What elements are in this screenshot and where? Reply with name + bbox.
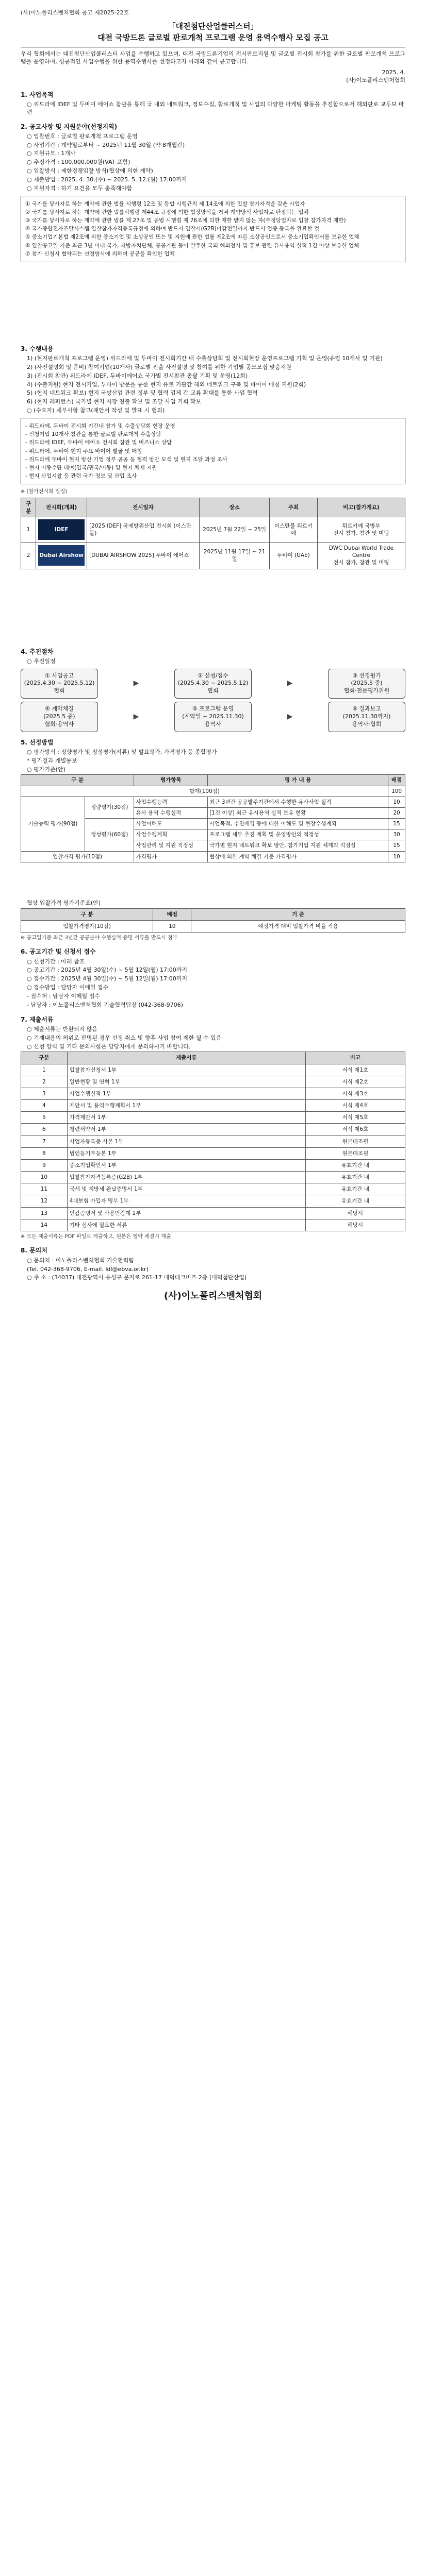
table-row xyxy=(21,1195,405,1207)
step-owner: 협회·전문평가위원 xyxy=(343,687,390,694)
exhibition-note xyxy=(317,543,405,569)
step-date: (2025.5 중) xyxy=(43,713,75,720)
sec5-item: * 평가결과 개별통보 xyxy=(27,757,77,764)
exhibition-table xyxy=(21,498,405,569)
dubai-airshow-logo-image: Dubai Airshow xyxy=(38,545,85,566)
col-header: 장소 xyxy=(199,498,269,517)
blank-space xyxy=(21,569,405,641)
doc-no: 1 xyxy=(21,1064,68,1076)
sec3-item: 2) (사전설명회 및 준비) 참여기업(10개사) 글로벌 진출 사전설명 및 참여를 위한 기업별 공모모집 맞춤지원 xyxy=(27,363,291,370)
section-3-title: 3. 수행내용 xyxy=(21,345,54,352)
sec3-item: 4) (수출지원) 현지 전시기업, 두바이 방문을 통한 현지 유로 기관간 해외 네트워크 구축 및 바이어 매칭 지원(2회) xyxy=(27,381,306,388)
col-header: 배점 xyxy=(388,775,405,786)
intro-paragraph: 우리 협회에서는 대전첨단산업클러스터 사업을 수행하고 있으며, 대전 국방드론기업의 전시판로지원 및 글로벌 전시회 참가를 위한 글로벌 판로개척 프로그램을 운영하며, 성공적인 사업수행을 위한 용역수행사를 선정하고자 아래와 같이 공고합니다. xyxy=(21,50,405,65)
step-date: (2025.5 중) xyxy=(351,680,383,687)
col-header: 기 준 xyxy=(191,908,405,920)
exhibition-cell xyxy=(36,517,87,543)
eval-score: 20 xyxy=(388,807,405,818)
sec7-item: ○ 신청 양식 및 기타 문의사항은 담당자에게 문의하시기 바랍니다. xyxy=(27,1043,191,1050)
exhibition-remark: 전시 참가, 참관 및 미팅 xyxy=(333,530,389,537)
eval-content: 프로그램 세부 추진 계획 및 운영방안의 적정성 xyxy=(208,829,388,840)
eval-score: 10 xyxy=(388,796,405,807)
table-row xyxy=(21,1100,405,1112)
doc-name: 법인등기부등본 1부 xyxy=(67,1147,305,1159)
bid-table-title: 협상 입찰가격 평가기준표(안) xyxy=(27,899,101,906)
eligibility-item: ④ 국가종합전자조달시스템 입찰참가자격등록규정에 의하여 반드시 입찰서(G2B)마감전일까지 반드시 업종 등록을 완료할 것 xyxy=(25,226,320,232)
exhibition-date: 2025년 11월 17일 ~ 21일 xyxy=(199,543,269,569)
notice-org: (사)이노폴리스벤처협회 xyxy=(346,76,405,83)
col-header: 구 분 xyxy=(21,775,134,786)
sec8-item: ○ 주 소 : (34037) 대전광역시 유성구 문지로 261-17 대덕테크비즈 2층 (대덕첨단산업) xyxy=(27,1274,247,1281)
task-detail-item: - 신청기업 10개사 참관을 통한 글로벌 판로개척 수출상담 xyxy=(25,431,161,438)
process-step xyxy=(174,702,252,732)
col-header: 주최 xyxy=(270,498,317,517)
process-step xyxy=(21,669,98,699)
eval-content: 사업목적, 추진배경 등에 대한 이해도 및 현장수행계획 xyxy=(208,819,388,829)
blank-space xyxy=(21,266,405,338)
footer-org-name: (사)이노폴리스벤처협회 xyxy=(163,1291,263,1302)
documents-table xyxy=(21,1052,405,1231)
eligibility-item: ⑤ 중소기업기본법 제2조에 의한 중소기업 및 소상공인 또는 및 지원에 관한 법률 제2조에 따른 소상공인으로서 중소기업확인서를 보유한 업체 xyxy=(25,234,359,241)
col-header: 평 가 내 용 xyxy=(208,775,388,786)
col-header: 구분 xyxy=(21,1052,68,1064)
exhibition-table-header xyxy=(21,498,405,517)
eval-group: 입찰가격 평가(10점) xyxy=(21,851,134,862)
task-detail-item: - 위드라에 두바이 현지 방산 기업 정부 공공 등 협력 방안 모색 및 현지 조달 과정 조사 xyxy=(25,456,227,463)
step-label: ⑥ 결과보고 xyxy=(352,705,381,713)
section-6-title: 6. 공고기간 및 신청서 접수 xyxy=(21,948,96,956)
sec6-item: ○ 접수기간 : 2025년 4월 30일(수) ~ 5월 12일(월) 17:00까지 xyxy=(27,975,187,982)
section-1-bullet: ○ 위드라에 IDEF 및 두바이 에어쇼 참관을 통해 국 내외 네트워크, 정보수집, 활로개척 및 사업의 다양한 마케팅 활동을 추진함으로서 해외판로 교두보 마련 xyxy=(27,100,404,115)
doc-name: 입찰참가자격등록증(G2B) 1부 xyxy=(67,1172,305,1183)
process-step xyxy=(328,702,405,732)
doc-no: 14 xyxy=(21,1219,68,1231)
task-detail-item: - 현지 산업시찰 등 관련 국가 정보 및 산업 조사 xyxy=(25,473,137,480)
section-4-title: 4. 추진절차 xyxy=(21,648,54,655)
step-label: ① 사업공고 xyxy=(45,672,74,679)
doc-remark: 유효기간 내 xyxy=(305,1195,405,1207)
task-detail-item: - 위드라에, 두바이 현지 주요 바이어 발굴 및 매칭 xyxy=(25,448,142,454)
doc-name: 청렴서약서 1부 xyxy=(67,1124,305,1136)
arrow-right-icon: ▶ xyxy=(133,712,139,721)
step-label: ② 신청/접수 xyxy=(198,672,228,679)
bid-note: ※ 공고일기준 최근 3년간 공공분야 수행실적 증명 서류를 반드시 첨부 xyxy=(21,935,178,941)
arrow-right-icon: ▶ xyxy=(287,712,293,721)
bid-cell: 10 xyxy=(153,920,191,932)
step-label: ③ 선정평가 xyxy=(352,672,381,679)
arrow-right-icon: ▶ xyxy=(287,679,293,688)
sec4-sub: ○ 추진일정 xyxy=(27,657,56,665)
doc-remark: 서식 제5호 xyxy=(305,1112,405,1124)
eval-content: 최근 3년간 공공발주기관에서 수행한 유사사업 실적 xyxy=(208,796,388,807)
row-no: 1 xyxy=(21,517,36,543)
table-row xyxy=(21,517,405,543)
step-owner: 협회 xyxy=(54,687,65,694)
process-step xyxy=(174,669,252,699)
step-owner: 용역사 xyxy=(205,720,221,727)
doc-remark: 서식 제1호 xyxy=(305,1064,405,1076)
step-owner: 협회 xyxy=(207,687,219,694)
col-header: 전시회(개최) xyxy=(36,498,87,517)
step-date: (2025.4.30 ~ 2025.5.12) xyxy=(24,680,95,687)
doc-name: 인감증명서 및 사용인감계 1부 xyxy=(67,1207,305,1219)
sec7-item: ○ 제출서류는 반환되지 않음 xyxy=(27,1025,97,1032)
exhibition-cell xyxy=(36,543,87,569)
table-row xyxy=(21,1088,405,1099)
sec3-item: ○ (수요자) 세부사항 참고(제안서 작성 및 발표 시 협의) xyxy=(27,407,165,414)
eligibility-box xyxy=(21,196,405,262)
doc-remark: 서식 제6호 xyxy=(305,1124,405,1136)
col-header: 평가항목 xyxy=(134,775,208,786)
doc-remark: 유효기간 내 xyxy=(305,1183,405,1195)
doc-no: 11 xyxy=(21,1183,68,1195)
doc-name: 4대보험 가입자 명부 1부 xyxy=(67,1195,305,1207)
bid-cell: 예정가격 대비 입찰가격 비율 적용 xyxy=(191,920,405,932)
doc-name: 제안서 및 용역수행계획서 1부 xyxy=(67,1100,305,1112)
section-5-title: 5. 선정방법 xyxy=(21,738,54,746)
col-header: 구분 xyxy=(21,498,36,517)
process-flow-row-1 xyxy=(21,669,405,699)
doc-remark: 해당시 xyxy=(305,1207,405,1219)
eval-score: 15 xyxy=(388,819,405,829)
row-no: 2 xyxy=(21,543,36,569)
col-header: 전시일자 xyxy=(87,498,200,517)
sec2-item: ○ 제출방법 : 2025. 4. 30.(수) ~ 2025. 5. 12.(월) 17:00까지 xyxy=(27,176,187,183)
table-row xyxy=(21,1064,405,1076)
table-row xyxy=(21,1112,405,1124)
table-row xyxy=(21,786,405,796)
blank-space xyxy=(21,862,405,899)
exhibition-place: 이스탄불 튀르키예 xyxy=(270,517,317,543)
doc-no: 4 xyxy=(21,1100,68,1112)
doc-remark: 원본대조필 xyxy=(305,1136,405,1147)
doc-no: 3 xyxy=(21,1088,68,1099)
doc-no: 9 xyxy=(21,1159,68,1171)
table-row xyxy=(21,1219,405,1231)
eval-item: 사업관리 및 지원 적정성 xyxy=(134,840,208,851)
table-row xyxy=(21,851,405,862)
step-owner: 용역사·협회 xyxy=(352,720,382,727)
doc-name: 일반현황 및 연혁 1부 xyxy=(67,1076,305,1088)
table-row xyxy=(21,796,405,807)
section-1-title: 1. 사업목적 xyxy=(21,91,54,98)
eval-total-label: 합계(100점) xyxy=(21,786,388,796)
bid-table-header xyxy=(21,908,405,920)
eval-category: 정량평가(30점) xyxy=(85,796,134,818)
exhibition-date: 2025년 7월 22일 ~ 25일 xyxy=(199,517,269,543)
col-header: 제출서류 xyxy=(67,1052,305,1064)
doc-no: 13 xyxy=(21,1207,68,1219)
sec6-item: - 접수처 : 담당자 이메일 접수 xyxy=(27,992,101,999)
exhibition-name: [2025 IDEF] 국제방위산업 전시회 (이스탄불) xyxy=(87,517,200,543)
eval-category: 정성평가(60점) xyxy=(85,819,134,852)
sec3-item: 3) (전시회 참관) 위드라에 IDEF, 두바이에어쇼 국가별 전시참관 총괄 기획 및 운영(12회) xyxy=(27,372,248,379)
step-date: (계약일 ~ 2025.11.30) xyxy=(182,713,244,720)
col-header: 구 분 xyxy=(21,908,153,920)
documents-table-header xyxy=(21,1052,405,1064)
eligibility-item: ⑦ 참가 신청시 협약되는 선정방식에 의하여 공공을 확인한 업체 xyxy=(25,250,175,257)
sec6-item: ○ 접수방법 : 담당자 이메일 접수 xyxy=(27,984,109,991)
task-detail-item: - 위드라에 IDEF, 두바이 에어쇼 전시회 참관 및 비즈니스 상담 xyxy=(25,439,172,446)
doc-no: 7 xyxy=(21,1136,68,1147)
sec2-item: ○ 입찰번호 : 글로벌 판로개척 프로그램 운영 xyxy=(27,132,138,140)
title-line-2: 대전 국방드론 글로벌 판로개척 프로그램 운영 용역수행사 모집 공고 xyxy=(97,33,329,43)
eligibility-item: ① 국가를 당사자로 하는 계약에 관한 법률 시행령 12조 및 동법 시행규칙 제 14조에 의한 입찰 참가자격을 갖춘 사업자 xyxy=(25,200,305,207)
doc-name: 입찰참가신청서 1부 xyxy=(67,1064,305,1076)
table-row xyxy=(21,1076,405,1088)
step-label: ⑤ 프로그램 운영 xyxy=(192,705,234,713)
doc-name: 중소기업확인서 1부 xyxy=(67,1159,305,1171)
table-row xyxy=(21,543,405,569)
col-header: 비고 xyxy=(305,1052,405,1064)
sec2-item: ○ 추정가격 : 100,000,000원(VAT 포함) xyxy=(27,159,130,166)
process-step xyxy=(21,702,98,732)
doc-name: 가격제안서 1부 xyxy=(67,1112,305,1124)
exhibition-remark: 전시 참가, 참관 및 미팅 xyxy=(333,560,389,566)
documents-note: ※ 모든 제출서류는 PDF 파일로 제출하고, 원본은 협약 체결시 제출 xyxy=(21,1233,171,1240)
table-row xyxy=(21,1183,405,1195)
exhibition-note xyxy=(317,517,405,543)
sec5-item: ○ 평가방식 : 정량평가 및 정성평가(서류) 및 발표평가, 가격평가 등 종합평가 xyxy=(27,748,217,755)
doc-name: 사업수행실적 1부 xyxy=(67,1088,305,1099)
eval-score: 10 xyxy=(388,851,405,862)
title-block xyxy=(21,21,405,43)
sec6-item: - 담당자 : 이노폴리스벤처협회 기술협력팀장 (042-368-9706) xyxy=(27,1001,183,1008)
eval-score: 15 xyxy=(388,840,405,851)
doc-name: 사업자등록증 사본 1부 xyxy=(67,1136,305,1147)
eligibility-item: ⑥ 입찰공고일 기준 최근 3년 이내 국가, 지방자치단체, 공공기관 등이 발주한 국외 해외전시 및 홍보 관련 유사용역 실적 1건 이상 보유한 업체 xyxy=(25,242,359,249)
evaluation-table xyxy=(21,774,405,862)
doc-no: 8 xyxy=(21,1147,68,1159)
table-row xyxy=(21,1124,405,1136)
exhibition-place: 두바이 (UAE) xyxy=(270,543,317,569)
eval-group: 기술능력 평가(90점) xyxy=(21,796,85,851)
table-row xyxy=(21,1136,405,1147)
col-header: 비고(참가개요) xyxy=(317,498,405,517)
doc-remark: 유효기간 내 xyxy=(305,1172,405,1183)
task-detail-item: - 현지 이동수단 대여(입국/귀국/이동) 및 현지 체재 지원 xyxy=(25,464,157,471)
task-detail-item: - 위드라에, 두바이 전시회 기간내 참가 및 수출상담회 현장 운영 xyxy=(25,422,175,429)
doc-name: 기타 심사에 필요한 서류 xyxy=(67,1219,305,1231)
doc-remark: 서식 제4호 xyxy=(305,1100,405,1112)
doc-remark: 해당시 xyxy=(305,1219,405,1231)
process-flow-row-2 xyxy=(21,702,405,732)
table-row xyxy=(21,1147,405,1159)
sec3-item: 1) (현지판로개척 프로그램 운영) 위드라에 및 두바이 전시회기간 내 수출상담회 및 전시회현장 운영프로그램 기획 및 운영(유럽 10개사 및 기관) xyxy=(27,355,383,362)
step-date: (2025.4.30 ~ 2025.5.12) xyxy=(177,680,249,687)
notice-date: 2025. 4. xyxy=(382,69,405,76)
evaluation-table-header xyxy=(21,775,405,786)
sec2-item: ○ 입찰방식 : 제한경쟁입찰 방식(협상에 의한 계약) xyxy=(27,167,153,175)
process-step xyxy=(328,669,405,699)
doc-no: 10 xyxy=(21,1172,68,1183)
col-header: 배점 xyxy=(153,908,191,920)
sec6-item: ○ 공고기간 : 2025년 4월 30일(수) ~ 5월 12일(월) 17:00까지 xyxy=(27,967,187,974)
doc-no: 5 xyxy=(21,1112,68,1124)
table-row xyxy=(21,1159,405,1171)
step-owner: 협회·용역사 xyxy=(44,720,74,727)
step-date: (2025.11.30까지) xyxy=(342,713,391,720)
arrow-right-icon: ▶ xyxy=(133,679,139,688)
doc-no: 6 xyxy=(21,1124,68,1136)
eval-item: 사업이해도 xyxy=(134,819,208,829)
sec2-item: ○ 지원규모 : 1개사 xyxy=(27,150,76,157)
sec8-item: (Tel. 042-368-9706, E-mail. ldl@ebva.or.kr) xyxy=(27,1265,149,1273)
eval-item: 사업수행계획 xyxy=(134,829,208,840)
doc-no: 12 xyxy=(21,1195,68,1207)
section-2-title: 2. 공고사항 및 지원분야(선정지역) xyxy=(21,123,118,130)
exhibition-host: DWC Dubai World Trade Centre xyxy=(329,545,394,559)
doc-remark: 서식 제2호 xyxy=(305,1076,405,1088)
task-detail-box xyxy=(21,418,405,484)
eval-item: 가격평가 xyxy=(134,851,208,862)
sec5-item: ○ 평가기준(안) xyxy=(27,766,65,773)
idef-logo-image: IDEF xyxy=(38,519,85,540)
sec3-item: 5) (현지 네트워크 확보) 현지 국방산업 관련 정부 및 협력 업체 간 교류 확대를 통한 사업 협력 xyxy=(27,389,258,397)
eval-total-score: 100 xyxy=(388,786,405,796)
step-label: ④ 계약체결 xyxy=(45,705,74,713)
bid-price-table xyxy=(21,908,405,933)
sec2-item: ○ 지원자격 : 하기 요건을 모두 충족해야함 xyxy=(27,184,133,192)
eval-score: 30 xyxy=(388,829,405,840)
eval-item: 사업수행능력 xyxy=(134,796,208,807)
title-line-1: 「대전첨단산업클러스터」 xyxy=(168,21,258,31)
eval-item: 유사 용역 수행실적 xyxy=(134,807,208,818)
eval-content: [1건 이상] 최근 유사용역 실적 보유 현황 xyxy=(208,807,388,818)
sec3-item: 6) (현지 레퍼런스) 국가별 현지 시장 진출 확보 및 조달 사업 기회 확보 xyxy=(27,398,202,405)
table-row xyxy=(21,920,405,932)
section-8-title: 8. 문의처 xyxy=(21,1247,47,1255)
notice-number: (사)이노폴리스벤처협회 공고 제2025-22호 xyxy=(21,9,129,16)
eligibility-item: ③ 국가를 당사자로 하는 계약에 관한 법률 제 27조 및 동법 시행령 제 76조에 의한 제한 받지 않는 자(부정당업자로 입찰 참가자격 제한) xyxy=(25,217,346,224)
table-row xyxy=(21,1207,405,1219)
eligibility-item: ② 국가를 당사자로 하는 계약에 관한 법률시행령 제44조 규정에 의한 협상방식을 거쳐 계약방식 사업자로 판정되는 업체 xyxy=(25,209,309,215)
section-7-title: 7. 제출서류 xyxy=(21,1015,54,1023)
doc-remark: 원본대조필 xyxy=(305,1147,405,1159)
exhibition-host: 튀르키예 국방부 xyxy=(342,522,381,529)
doc-remark: 유효기간 내 xyxy=(305,1159,405,1171)
sec8-item: ○ 문의처 : 이노폴리스벤처협회 기술협력팀 xyxy=(27,1257,134,1264)
sec2-item: ○ 사업기간 : 계약일로부터 ~ 2025년 11월 30일 (약 8개월간) xyxy=(27,141,185,148)
eval-content: 국가별 현지 네트워크 확보 방안, 참가기업 지원 체계의 적정성 xyxy=(208,840,388,851)
exhibition-name: [DUBAI AIRSHOW 2025] 두바이 에어쇼 xyxy=(87,543,200,569)
doc-remark: 서식 제3호 xyxy=(305,1088,405,1099)
sec7-item: ○ 기재내용의 허위로 판명된 경우 선정 취소 및 향후 사업 참여 제한 될 수 있음 xyxy=(27,1034,222,1041)
exhibition-schedule-title: ※ (참가전시회 일정) xyxy=(21,489,68,495)
documents-table-body xyxy=(21,1064,405,1231)
eval-content: 협상에 의한 계약 체결 기준 가격평가 xyxy=(208,851,388,862)
doc-no: 2 xyxy=(21,1076,68,1088)
sec6-item: ○ 신청기간 : 아래 참조 xyxy=(27,958,85,965)
bid-cell: 입찰가격평가(10점) xyxy=(21,920,153,932)
table-row xyxy=(21,1172,405,1183)
doc-name: 국세 및 지방세 완납증명서 1부 xyxy=(67,1183,305,1195)
